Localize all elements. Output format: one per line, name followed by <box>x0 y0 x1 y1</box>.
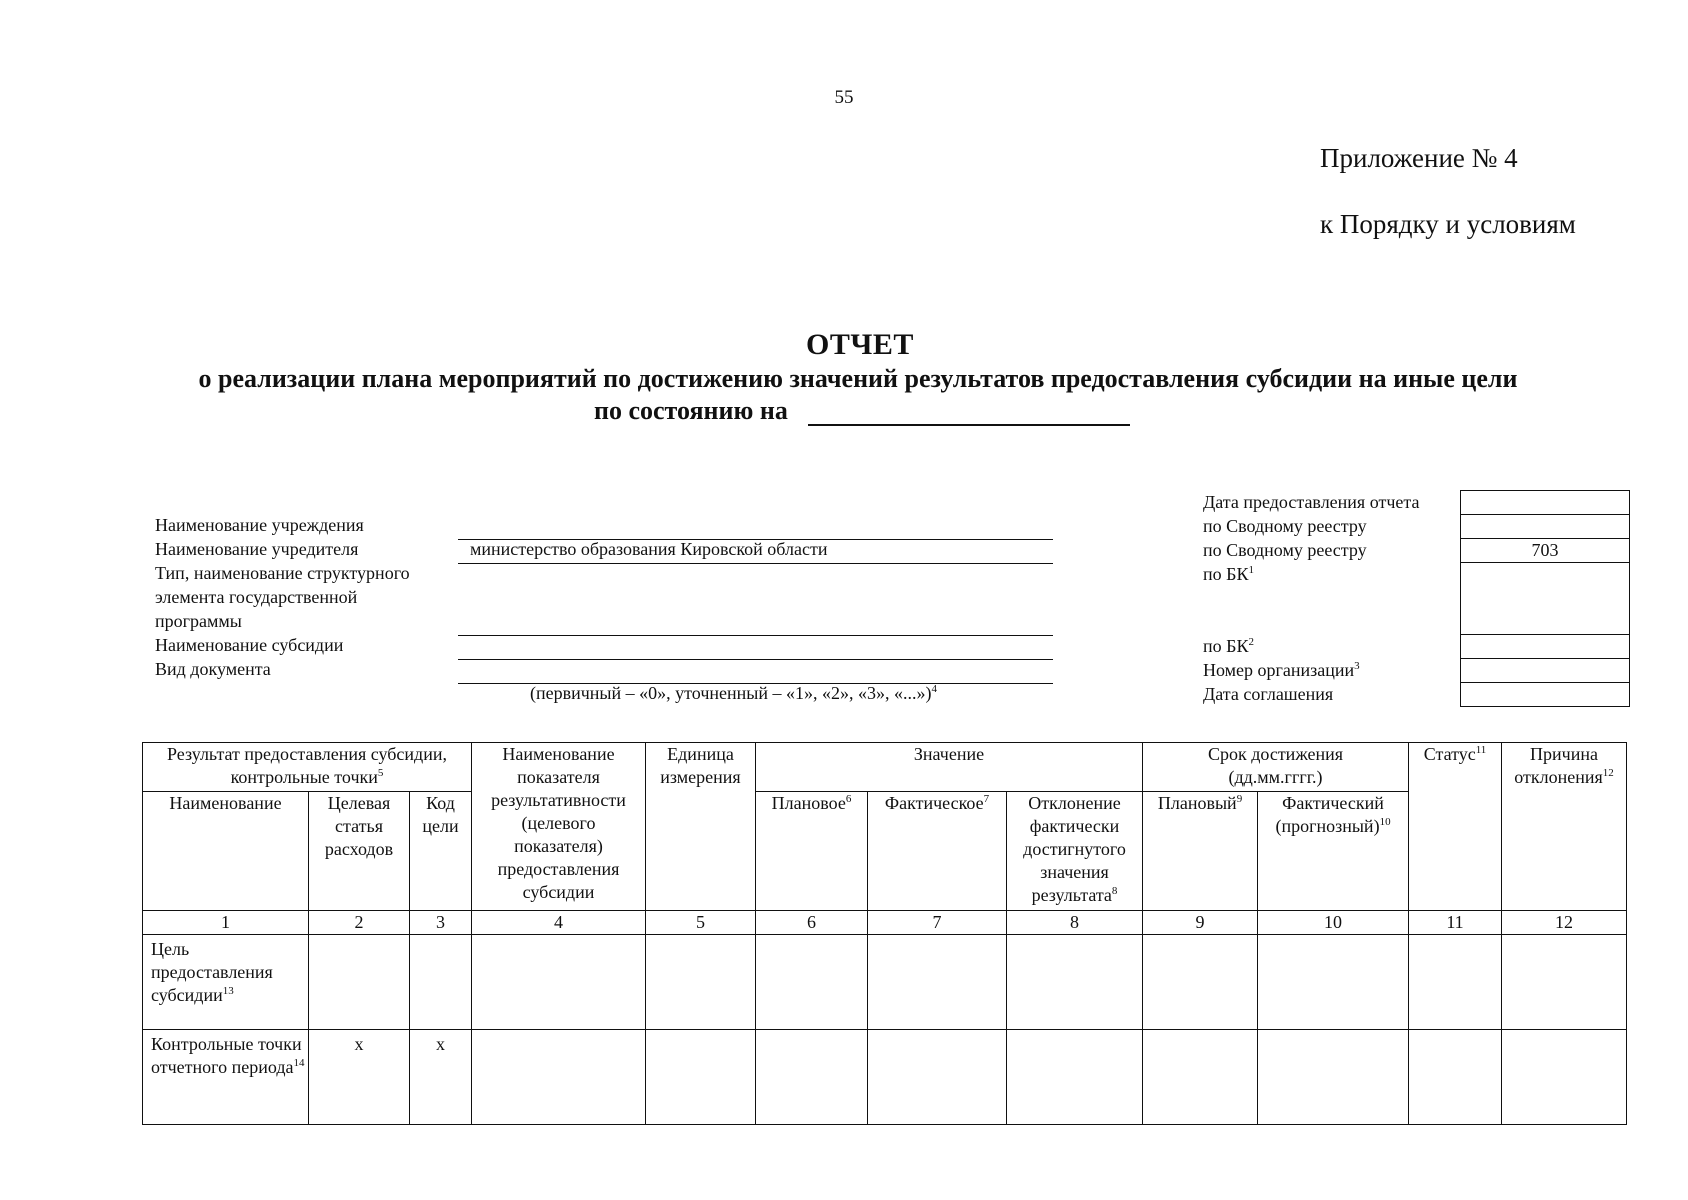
table-cell[interactable] <box>868 935 1007 1030</box>
column-number: 12 <box>1502 911 1627 935</box>
report-date-field[interactable] <box>808 424 1130 426</box>
header-unit: Единица измерения <box>646 743 756 911</box>
doc-type-label: Вид документа <box>155 659 271 679</box>
founder-label: Наименование учредителя <box>155 539 359 559</box>
header-deviation: Отклонение фактически достигнутого значения результата$^8$ <box>1007 792 1143 911</box>
institution-label: Наименование учреждения <box>155 515 364 535</box>
codes-box <box>1460 490 1630 707</box>
column-number: 4 <box>472 911 646 935</box>
cross-mark: x <box>410 1030 472 1125</box>
column-number: 5 <box>646 911 756 935</box>
row-checkpoints-label: Контрольные точки отчетного периода$^{14}$ <box>143 1030 309 1125</box>
code-report-date-cell[interactable] <box>1461 491 1629 515</box>
header-goal-code: Код цели <box>410 792 472 911</box>
header-target-expense: Целевая статья расходов <box>309 792 410 911</box>
table-cell[interactable] <box>646 1030 756 1125</box>
code-registry-cell-2[interactable]: 703 <box>1461 539 1629 563</box>
header-deadline-planned: Плановый$^9$ <box>1143 792 1258 911</box>
column-number: 6 <box>756 911 868 935</box>
column-number: 10 <box>1258 911 1409 935</box>
column-number: 9 <box>1143 911 1258 935</box>
header-name: Наименование <box>143 792 309 911</box>
column-number: 1 <box>143 911 309 935</box>
registry-label-2: по Сводному реестру <box>1203 540 1367 560</box>
header-planned: Плановое$^6$ <box>756 792 868 911</box>
table-cell[interactable] <box>756 935 868 1030</box>
subsidy-label: Наименование субсидии <box>155 635 344 655</box>
row-goal-label: Цель предоставления субсидии$^{13}$ <box>143 935 309 1030</box>
bk1-label: по $БК^1$ <box>1203 564 1254 584</box>
agreement-date-label: Дата соглашения <box>1203 684 1334 704</box>
page-number: 55 <box>834 87 854 108</box>
header-status: Статус$^{11}$ <box>1409 743 1502 911</box>
program-label-line-2: элемента государственной <box>155 587 358 607</box>
header-deadline-actual: Фактический (прогнозный)$^{10}$ <box>1258 792 1409 911</box>
program-label-line-1: Тип, наименование структурного <box>155 563 410 583</box>
table-cell[interactable] <box>410 935 472 1030</box>
header-result-group: Результат предоставления субсидии, контрольные точки$^5$ <box>143 743 472 792</box>
table-cell[interactable] <box>1502 1030 1627 1125</box>
column-number: 8 <box>1007 911 1143 935</box>
org-number-label: Номер организации$^3$ <box>1203 660 1360 680</box>
column-number: 7 <box>868 911 1007 935</box>
bk2-label: по $БК^2$ <box>1203 636 1254 656</box>
table-cell[interactable] <box>1143 1030 1258 1125</box>
code-bk1-cell[interactable] <box>1461 563 1629 635</box>
table-cell[interactable] <box>1258 1030 1409 1125</box>
header-indicator: Наименование показателя результативности (целевого показателя) предоставления субсидии <box>472 743 646 911</box>
code-registry-cell-1[interactable] <box>1461 515 1629 539</box>
column-number: 11 <box>1409 911 1502 935</box>
table-cell[interactable] <box>309 935 410 1030</box>
header-deadline-group: Срок достижения (дд.мм.гггг.) <box>1143 743 1409 792</box>
registry-label-1: по Сводному реестру <box>1203 516 1367 536</box>
program-field[interactable] <box>458 635 1053 636</box>
header-reason: Причина отклонения$^{12}$ <box>1502 743 1627 911</box>
subsidy-field[interactable] <box>458 659 1053 660</box>
cross-mark: x <box>309 1030 410 1125</box>
program-label-line-3: программы <box>155 611 242 631</box>
table-row-checkpoints <box>143 1030 1627 1125</box>
report-date-label: Дата предоставления отчета <box>1203 492 1420 512</box>
doc-type-note: (первичный – «0», уточненный – «1», «2», «3», «...»)$^4$ <box>530 683 937 703</box>
header-value-group: Значение <box>756 743 1143 792</box>
table-cell[interactable] <box>868 1030 1007 1125</box>
report-title: ОТЧЕТ <box>806 328 914 361</box>
founder-value: министерство образования Кировской области <box>470 539 828 559</box>
table-cell[interactable] <box>1143 935 1258 1030</box>
column-number: 3 <box>410 911 472 935</box>
table-cell[interactable] <box>646 935 756 1030</box>
table-row-goal <box>143 935 1627 1030</box>
table-cell[interactable] <box>472 935 646 1030</box>
report-subtitle: о реализации плана мероприятий по достижению значений результатов предоставления субсидии на иные цели <box>198 364 1518 393</box>
code-org-number-cell[interactable] <box>1461 659 1629 683</box>
column-number: 2 <box>309 911 410 935</box>
table-cell[interactable] <box>1502 935 1627 1030</box>
code-bk2-cell[interactable] <box>1461 635 1629 659</box>
founder-field[interactable] <box>458 563 1053 564</box>
report-as-of-label: по состоянию на <box>594 396 788 425</box>
table-cell[interactable] <box>1258 935 1409 1030</box>
table-cell[interactable] <box>472 1030 646 1125</box>
header-actual: Фактическое$^7$ <box>868 792 1007 911</box>
table-cell[interactable] <box>1409 1030 1502 1125</box>
results-table <box>142 742 1627 1125</box>
code-agreement-date-cell[interactable] <box>1461 683 1629 707</box>
table-cell[interactable] <box>1409 935 1502 1030</box>
appendix-subtitle: к Порядку и условиям <box>1320 209 1576 239</box>
appendix-title: Приложение № 4 <box>1320 143 1518 173</box>
table-cell[interactable] <box>1007 935 1143 1030</box>
table-cell[interactable] <box>1007 1030 1143 1125</box>
table-cell[interactable] <box>756 1030 868 1125</box>
